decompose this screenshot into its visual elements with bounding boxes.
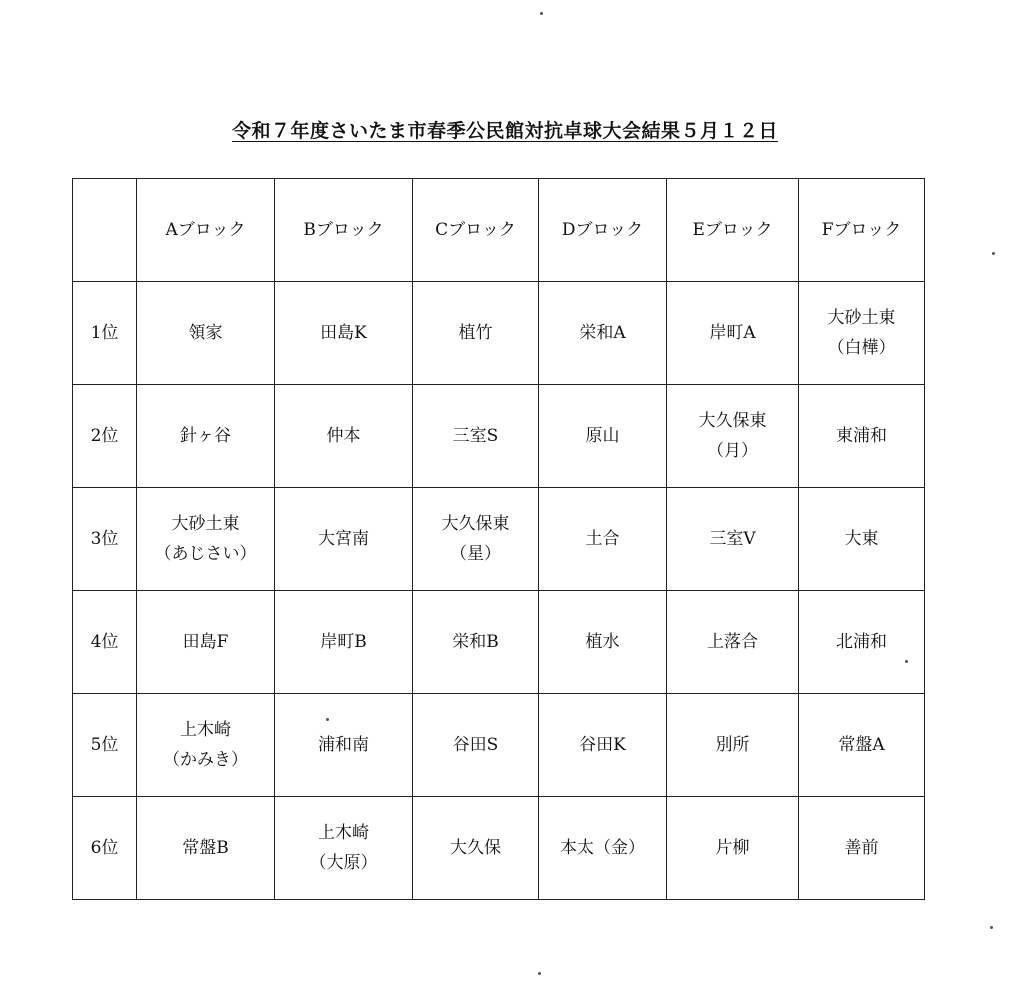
team-cell: [539, 385, 667, 488]
team-cell: [413, 797, 539, 900]
team-name: 大久保東: [441, 514, 510, 534]
team-cell: [275, 797, 413, 900]
team-name: 仲本: [326, 426, 361, 446]
rank-cell: 3位: [73, 488, 137, 591]
team-name: 領家: [188, 323, 223, 343]
team-name: 植水: [585, 632, 620, 652]
team-name: （大原）: [309, 853, 378, 873]
team-name: 大久保東: [698, 411, 767, 431]
team-cell: [275, 282, 413, 385]
rank-cell: 6位: [73, 797, 137, 900]
team-name: 上木崎: [180, 720, 231, 740]
team-name: 片柳: [715, 838, 750, 858]
team-cell: [137, 797, 275, 900]
block-header: Fブロック: [799, 179, 925, 282]
team-cell: [799, 385, 925, 488]
table-row: [73, 282, 925, 385]
scan-speck: [540, 12, 543, 15]
team-name: 別所: [715, 735, 750, 755]
team-cell: [275, 694, 413, 797]
team-name: 土合: [585, 529, 620, 549]
team-name: 三室V: [709, 529, 756, 549]
block-header: Eブロック: [667, 179, 799, 282]
team-cell: [799, 591, 925, 694]
team-name: 常盤A: [838, 735, 885, 755]
team-cell: [413, 385, 539, 488]
team-cell: [539, 591, 667, 694]
team-name: 栄和A: [579, 323, 626, 343]
team-name: 三室S: [452, 426, 499, 446]
team-name: 善前: [844, 838, 879, 858]
team-name: （白樺）: [827, 338, 896, 358]
table-row: [73, 797, 925, 900]
team-cell: [799, 488, 925, 591]
team-cell: [275, 488, 413, 591]
team-name: 岸町A: [709, 323, 756, 343]
team-cell: [137, 488, 275, 591]
table-row: [73, 694, 925, 797]
team-name: 大砂土東: [827, 308, 896, 328]
block-header: Bブロック: [275, 179, 413, 282]
rank-cell: 4位: [73, 591, 137, 694]
team-cell: [539, 488, 667, 591]
team-name: 原山: [585, 426, 620, 446]
team-cell: [413, 282, 539, 385]
team-cell: [413, 488, 539, 591]
team-name: 大久保: [450, 838, 501, 858]
team-cell: [413, 694, 539, 797]
team-cell: [413, 591, 539, 694]
team-cell: [667, 694, 799, 797]
scan-speck: [905, 660, 908, 663]
results-table: [72, 178, 925, 900]
table-row: [73, 488, 925, 591]
page-title: 令和７年度さいたま市春季公民館対抗卓球大会結果５月１２日: [231, 120, 778, 142]
table-row: [73, 591, 925, 694]
team-name: 谷田K: [579, 735, 626, 755]
team-name: 谷田S: [452, 735, 499, 755]
block-header: Dブロック: [539, 179, 667, 282]
team-name: 上木崎: [318, 823, 369, 843]
team-cell: [799, 282, 925, 385]
team-name: （あじさい）: [154, 544, 257, 564]
rank-cell: 1位: [73, 282, 137, 385]
team-name: 上落合: [707, 632, 758, 652]
team-cell: [539, 797, 667, 900]
team-cell: [539, 282, 667, 385]
scan-speck: [538, 972, 541, 975]
rank-cell: 2位: [73, 385, 137, 488]
team-name: 栄和B: [452, 632, 499, 652]
team-name: 浦和南: [318, 735, 369, 755]
team-name: 本太（金）: [560, 838, 645, 858]
team-cell: [137, 385, 275, 488]
rank-cell: 5位: [73, 694, 137, 797]
team-cell: [275, 385, 413, 488]
header-row: [73, 179, 925, 282]
team-name: 針ヶ谷: [180, 426, 231, 446]
team-cell: [539, 694, 667, 797]
team-cell: [667, 385, 799, 488]
team-cell: [137, 694, 275, 797]
team-name: 北浦和: [836, 632, 887, 652]
team-cell: [667, 488, 799, 591]
block-header: Cブロック: [413, 179, 539, 282]
team-name: 常盤B: [182, 838, 229, 858]
team-cell: [667, 591, 799, 694]
scan-speck: [992, 252, 995, 255]
team-name: 植竹: [458, 323, 493, 343]
team-name: 田島F: [182, 632, 229, 652]
team-cell: [275, 591, 413, 694]
corner-cell: [73, 179, 137, 282]
table-row: [73, 385, 925, 488]
team-cell: [799, 694, 925, 797]
block-header: Aブロック: [137, 179, 275, 282]
scan-speck: [326, 718, 329, 721]
team-name: 田島K: [320, 323, 367, 343]
team-cell: [667, 797, 799, 900]
team-name: 大砂土東: [171, 514, 240, 534]
team-cell: [137, 282, 275, 385]
team-name: （かみき）: [163, 750, 248, 770]
team-name: 大宮南: [318, 529, 369, 549]
team-name: 岸町B: [320, 632, 367, 652]
team-name: （月）: [707, 441, 758, 461]
team-cell: [799, 797, 925, 900]
team-name: （星）: [450, 544, 501, 564]
team-name: 大東: [844, 529, 879, 549]
scan-speck: [990, 926, 993, 929]
team-cell: [667, 282, 799, 385]
team-name: 東浦和: [836, 426, 887, 446]
team-cell: [137, 591, 275, 694]
